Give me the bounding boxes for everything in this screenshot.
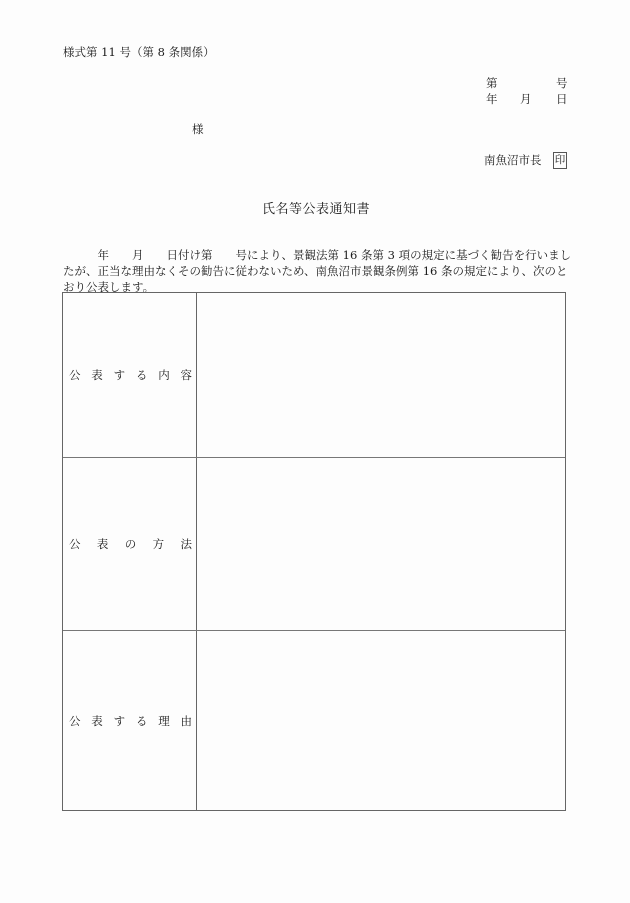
label-cell bbox=[63, 631, 197, 810]
body-line: 年 月 日付け第 号により、景観法第 16 条第 3 項の規定に基づく勧告を行いまし bbox=[63, 248, 572, 262]
label-char: 公 bbox=[69, 713, 81, 728]
method-value-field[interactable] bbox=[197, 458, 565, 630]
document-number-suffix: 号 bbox=[556, 76, 568, 90]
row-label-content bbox=[69, 367, 192, 383]
addressee-honorific: 様 bbox=[192, 122, 204, 136]
label-cell bbox=[63, 293, 197, 457]
label-char: 公 bbox=[69, 368, 81, 382]
row-label-method bbox=[69, 536, 192, 552]
date-month-label: 月 bbox=[520, 92, 532, 106]
body-line: たが、正当な理由なくその勧告に従わないため、南魚沼市景観条例第 16 条の規定により、次のと bbox=[63, 264, 568, 278]
label-char: 表 bbox=[91, 368, 103, 382]
seal-icon: 印 bbox=[553, 152, 567, 169]
form-number: 様式第 11 号（第 8 条関係） bbox=[63, 45, 215, 59]
label-char: 表 bbox=[91, 713, 103, 728]
label-char: 理 bbox=[158, 713, 170, 728]
table-row-method bbox=[63, 458, 565, 631]
label-cell bbox=[63, 458, 197, 630]
reason-value-field[interactable] bbox=[197, 631, 565, 810]
label-char: 公 bbox=[69, 537, 81, 551]
document-title: 氏名等公表通知書 bbox=[261, 202, 370, 217]
label-char: す bbox=[113, 713, 126, 728]
content-value-field[interactable] bbox=[197, 293, 565, 457]
document-number-prefix: 第 bbox=[486, 76, 498, 90]
label-char: 内 bbox=[158, 368, 170, 382]
table-row-reason bbox=[63, 631, 565, 810]
publication-table bbox=[62, 292, 566, 811]
date-year-label: 年 bbox=[486, 92, 498, 106]
table-row-content bbox=[63, 293, 565, 458]
label-char: る bbox=[135, 713, 148, 728]
issuer-title: 南魚沼市長 bbox=[484, 153, 542, 167]
body-line: おり公表します。 bbox=[63, 280, 155, 294]
label-char: る bbox=[135, 368, 148, 382]
label-char: 容 bbox=[180, 368, 192, 382]
label-char: す bbox=[113, 368, 126, 382]
row-label-reason bbox=[69, 713, 192, 729]
body-paragraph bbox=[63, 247, 572, 295]
label-char: 表 bbox=[96, 537, 109, 551]
label-char: 法 bbox=[180, 537, 192, 551]
label-char: 方 bbox=[152, 537, 165, 551]
label-char: 由 bbox=[180, 713, 192, 728]
label-char: の bbox=[124, 537, 137, 551]
date-day-label: 日 bbox=[556, 92, 568, 106]
